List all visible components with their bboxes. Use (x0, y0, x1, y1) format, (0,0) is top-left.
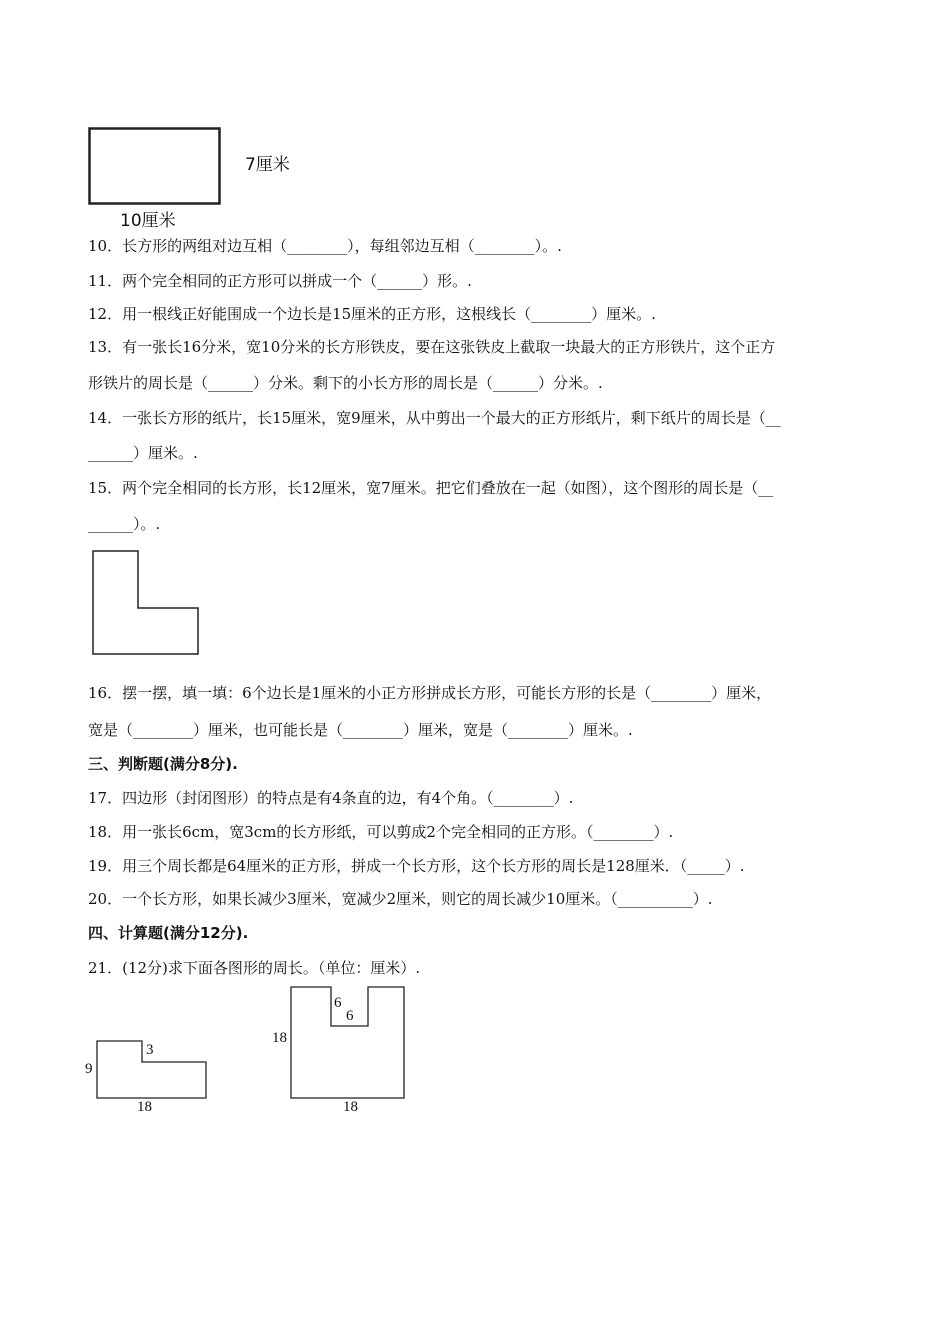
fig21a-bottom-label: 18 (137, 1099, 152, 1115)
question-15-line2: ______）。. (88, 515, 161, 533)
l-shape-outline (93, 551, 198, 654)
figure-21a (96, 1040, 211, 1102)
rectangle-shape (90, 129, 220, 204)
question-14-line2: ______）厘米。. (88, 444, 198, 462)
fig21a-top-label: 3 (146, 1042, 154, 1058)
fig21b-bottom-label: 18 (343, 1099, 358, 1115)
fig21b-notch-width-label: 6 (346, 1008, 354, 1024)
question-14-line1: 14．一张长方形的纸片，长15厘米，宽9厘米，从中剪出一个最大的正方形纸片，剩下纸片的周长是（__ (88, 409, 781, 427)
question-10: 10．长方形的两组对边互相（________），每组邻边互相（________）。. (88, 237, 562, 255)
question-21: 21．(12分)求下面各图形的周长。（单位：厘米）. (88, 959, 421, 977)
question-18: 18．用一张长6cm，宽3cm的长方形纸，可以剪成2个完全相同的正方形。（________）. (88, 823, 674, 841)
question-11: 11．两个完全相同的正方形可以拼成一个（______）形。. (88, 272, 472, 290)
question-20: 20．一个长方形，如果长减少3厘米，宽减少2厘米，则它的周长减少10厘米。（__________）. (88, 890, 713, 908)
section-4-heading: 四、计算题(满分12分). (88, 924, 249, 942)
l-shape-figure (92, 550, 202, 656)
question-16-line2: 宽是（________）厘米，也可能长是（________）厘米，宽是（________）厘米。. (88, 721, 633, 739)
question-17: 17．四边形（封闭图形）的特点是有4条直的边，有4个角。（________）. (88, 789, 574, 807)
question-13-line1: 13．有一张长16分米，宽10分米的长方形铁皮，要在这张铁皮上截取一块最大的正方形铁片，这个正方 (88, 338, 776, 356)
fig21b-notch-height-label: 6 (334, 995, 342, 1011)
figure-21b (290, 986, 408, 1101)
rect-length-label: 10厘米 (120, 211, 176, 231)
question-12: 12．用一根线正好能围成一个边长是15厘米的正方形，这根线长（________）厘米。. (88, 305, 656, 323)
question-15-line1: 15．两个完全相同的长方形，长12厘米，宽7厘米。把它们叠放在一起（如图），这个图形的周长是（__ (88, 479, 774, 497)
question-16-line1: 16．摆一摆，填一填：6个边长是1厘米的小正方形拼成长方形，可能长方形的长是（________）厘米， (88, 684, 772, 702)
question-19: 19．用三个周长都是64厘米的正方形，拼成一个长方形，这个长方形的周长是128厘米．（_____）. (88, 857, 745, 875)
rectangle-figure (88, 127, 223, 207)
section-3-heading: 三、判断题(满分8分). (88, 755, 238, 773)
question-13-line2: 形铁片的周长是（______）分米。剩下的小长方形的周长是（______）分米。. (88, 374, 603, 392)
fig21b-left-label: 18 (272, 1030, 287, 1046)
rect-width-label: 7厘米 (245, 155, 290, 175)
fig21a-left-label: 9 (85, 1061, 93, 1077)
figure-21b-outline (291, 987, 404, 1098)
